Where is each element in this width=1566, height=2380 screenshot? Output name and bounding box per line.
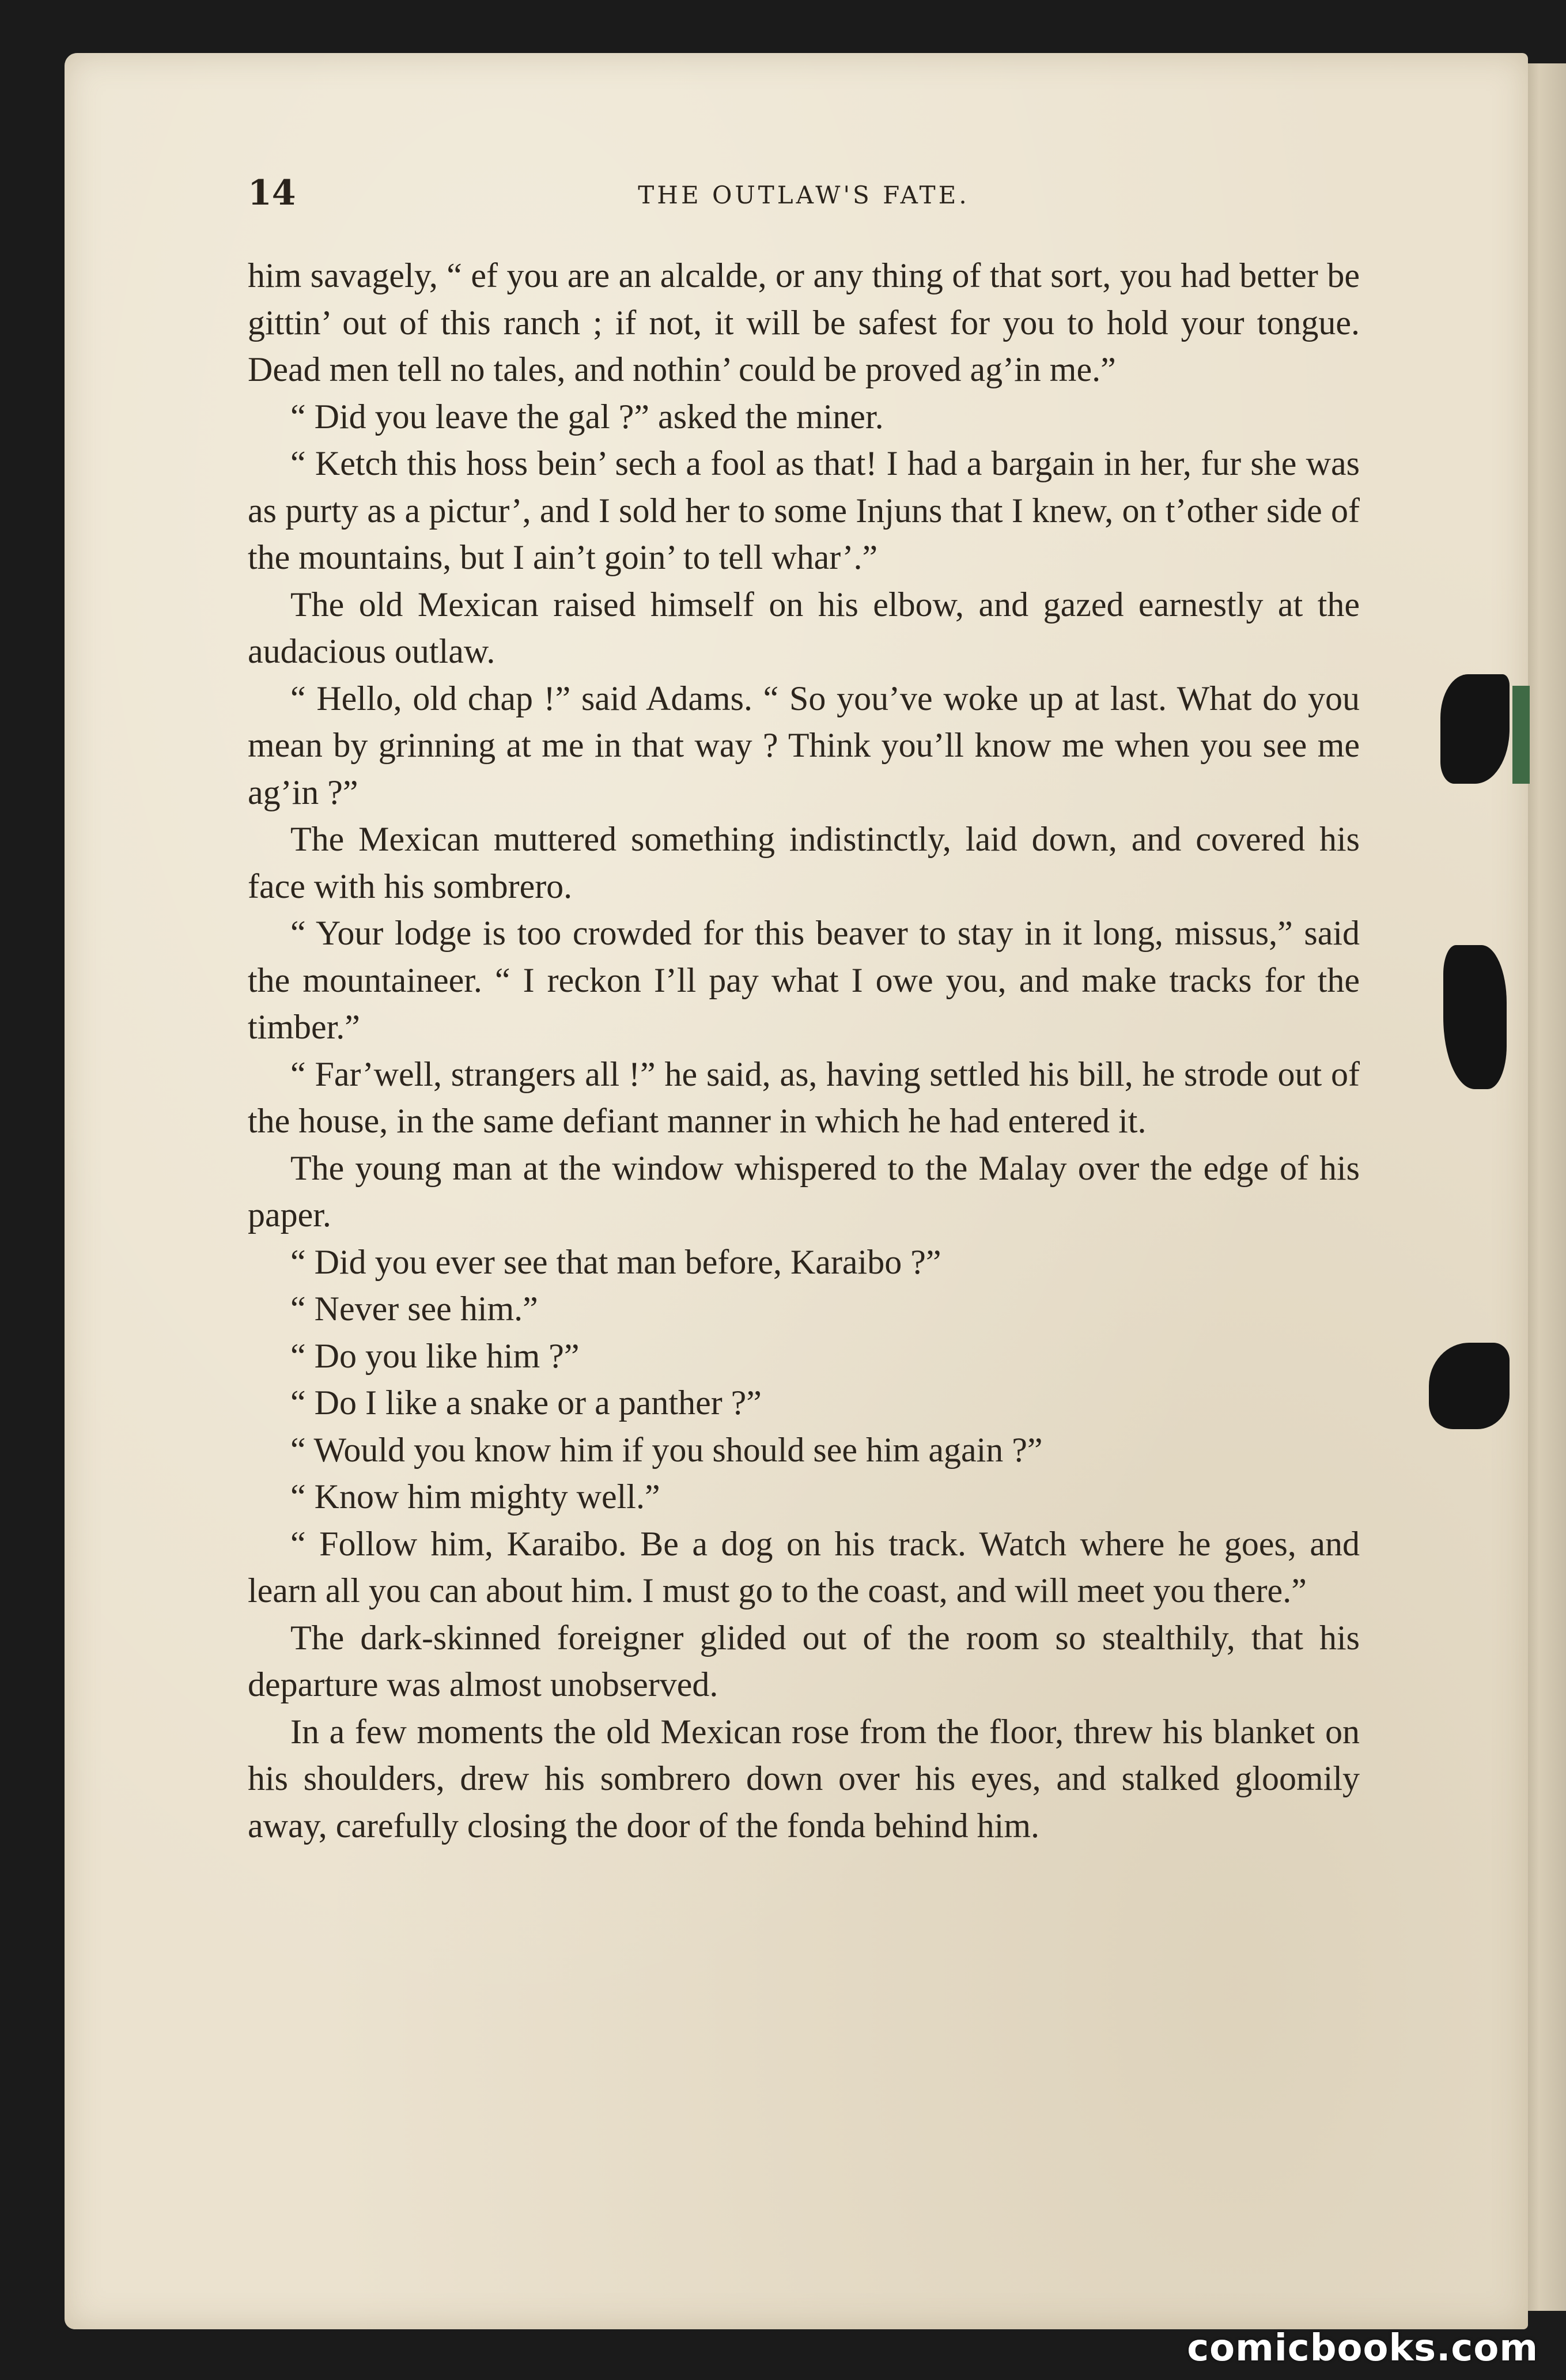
- paragraph: “ Know him mighty well.”: [290, 1478, 660, 1516]
- page-header: [248, 173, 1360, 219]
- paragraph: The Mexican muttered something indistinctly, laid down, and covered his face with his sombrero.: [248, 820, 1360, 905]
- paragraph: “ Ketch this hoss bein’ sech a fool as that! I had a bargain in her, fur she was as purty as a pictur’, and I sold her to some Injuns that I knew, on t’other side of the mountains, but I ain’t goin’ to tell whar’.”: [248, 444, 1360, 576]
- paragraph: “ Follow him, Karaibo. Be a dog on his track. Watch where he goes, and learn all you can about him. I must go to the coast, and will meet you there.”: [248, 1524, 1360, 1610]
- cover-fleck: [1512, 686, 1530, 784]
- paragraph: “ Did you ever see that man before, Karaibo ?”: [290, 1242, 941, 1281]
- last-paragraph: In a few moments the old Mexican rose from the floor, threw his blanket on his shoulders, drew his sombrero down over his eyes, and stalked gloomily away, carefully closing the door of the fonda behind him.: [248, 1712, 1360, 1845]
- paragraph: “ Never see him.”: [290, 1290, 538, 1328]
- paragraph: him savagely, “ ef you are an alcalde, or any thing of that sort, you had better be gittin’ out of this ranch ; if not, it will be safest for you to hold your tongue. Dead men tell no tales, and nothin’ could be proved ag’in me.”: [248, 256, 1360, 388]
- paragraph: “ Far’well, strangers all !” he said, as, having settled his bill, he strode out of the house, in the same defiant manner in which he had entered it.: [248, 1055, 1360, 1140]
- running-head: THE OUTLAW'S FATE.: [638, 181, 970, 209]
- body-text: [248, 252, 1360, 1849]
- paragraph: The young man at the window whispered to the Malay over the edge of his paper.: [248, 1149, 1360, 1234]
- page-number: 14: [248, 173, 296, 213]
- paragraph: “ Do I like a snake or a panther ?”: [290, 1384, 762, 1422]
- page-tear: [1440, 674, 1510, 784]
- paragraph: The dark-skinned foreigner glided out of the room so stealthily, that his departure was almost unobserved.: [248, 1618, 1360, 1703]
- paragraph: “ Hello, old chap !” said Adams. “ So you’ve woke up at last. What do you mean by grinning at me in that way ? Think you’ll know me when you see me ag’in ?”: [248, 679, 1360, 811]
- paragraph: “ Did you leave the gal ?” asked the miner.: [290, 397, 884, 436]
- paragraph: “ Your lodge is too crowded for this beaver to stay in it long, missus,” said the mountaineer. “ I reckon I’ll pay what I owe you, and make tracks for the timber.”: [248, 914, 1360, 1046]
- page-tear: [1429, 1343, 1510, 1429]
- paragraph: The old Mexican raised himself on his elbow, and gazed earnestly at the audacious outlaw.: [248, 585, 1360, 670]
- paragraph: “ Would you know him if you should see him again ?”: [290, 1430, 1043, 1469]
- page-tear: [1443, 945, 1507, 1089]
- paragraph: “ Do you like him ?”: [290, 1336, 580, 1375]
- watermark: comicbooks.com: [1187, 2327, 1538, 2370]
